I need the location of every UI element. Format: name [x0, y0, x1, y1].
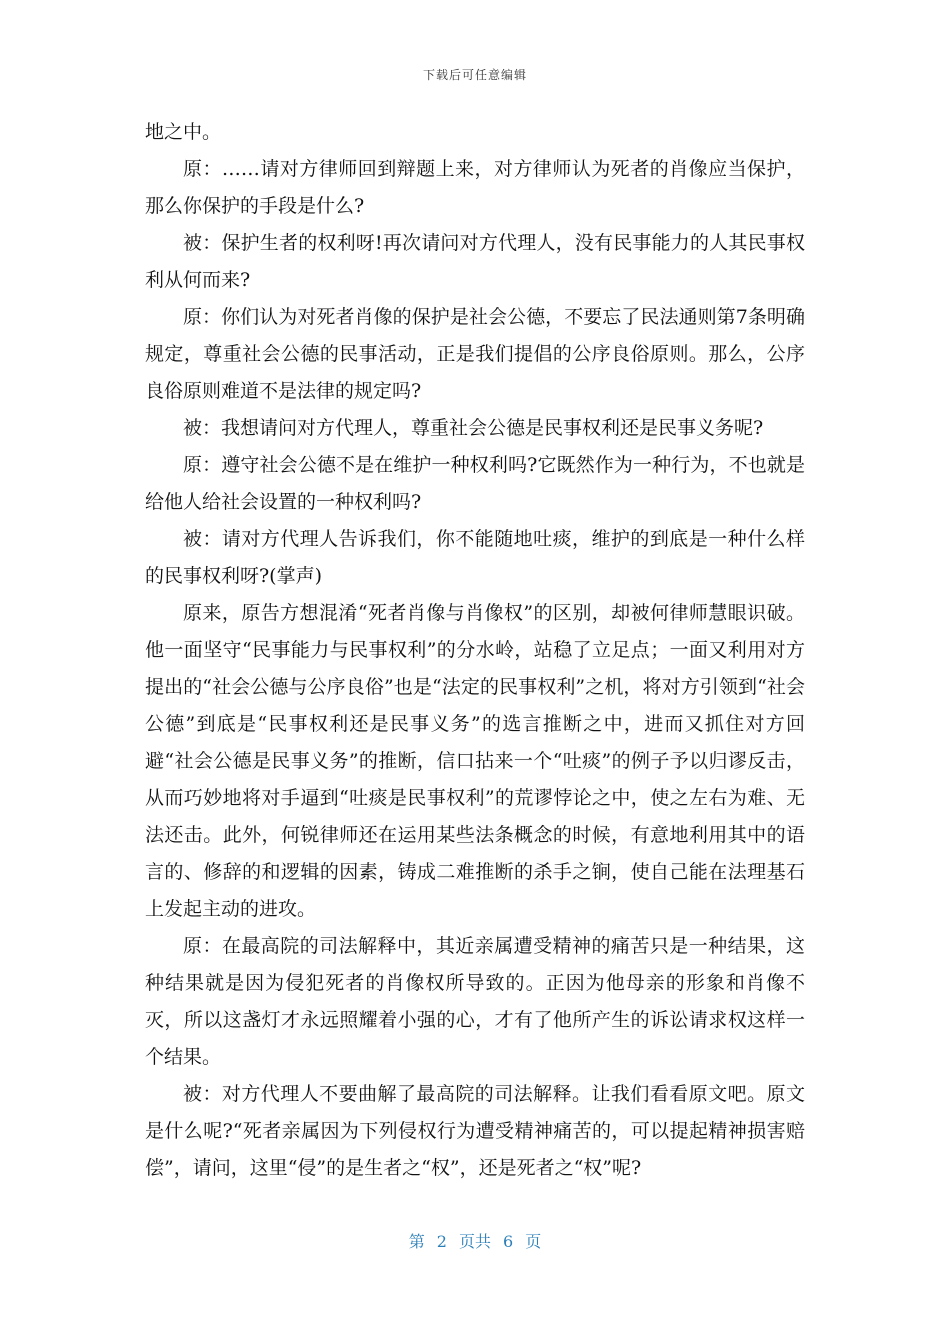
- paragraph-continuation: 地之中。: [145, 121, 222, 143]
- footer-total-pages: 6: [503, 1232, 514, 1251]
- paragraph: 原来，原告方想混淆“死者肖像与肖像权”的区别，却被何律师慧眼识破。他一面坚守“民事能力与民事权利”的分水岭，站稳了立足点；一面又利用对方提出的“社会公德与公序良俗”也是“法定的民事权利”之机，将对方引领到“社会公德”到底是“民事权利还是民事义务”的选言推断之中，进而又抓住对方回避“社会公德是民事义务”的推断，信口拈来一个“吐痰”的例子予以归谬反击，从而巧妙地将对手逼到“吐痰是民事权利”的荒谬悖论之中，使之左右为难、无法还击。此外，何锐律师还在运用某些法条概念的时候，有意地利用其中的语言的、修辞的和逻辑的因素，铸成二难推断的杀手之锏，使自己能在法理基石上发起主动的进攻。: [145, 602, 805, 920]
- paragraph: 原：你们认为对死者肖像的保护是社会公德，不要忘了民法通则第7条明确规定，尊重社会公德的民事活动，正是我们提倡的公序良俗原则。那么，公序良俗原则难道不是法律的规定吗?: [145, 306, 805, 402]
- paragraph: 原：遵守社会公德不是在维护一种权利吗?它既然作为一种行为，不也就是给他人给社会设置的一种权利吗?: [145, 454, 805, 513]
- paragraph: 被：请对方代理人告诉我们，你不能随地吐痰，维护的到底是一种什么样的民事权利呀?(掌声): [145, 528, 805, 587]
- paragraph: 被：我想请问对方代理人，尊重社会公德是民事权利还是民事义务呢?: [183, 417, 764, 439]
- paragraph: 原：……请对方律师回到辩题上来，对方律师认为死者的肖像应当保护，那么你保护的手段是什么?: [145, 158, 805, 217]
- document-body: [145, 114, 805, 1187]
- paragraph: 被：保护生者的权利呀!再次请问对方代理人，没有民事能力的人其民事权利从何而来?: [145, 232, 805, 291]
- footer-prefix: 第: [408, 1232, 425, 1251]
- paragraph: 原：在最高院的司法解释中，其近亲属遭受精神的痛苦只是一种结果，这种结果就是因为侵犯死者的肖像权所导致的。正因为他母亲的形象和肖像不灭，所以这盏灯才永远照耀着小强的心，才有了他所产生的诉讼请求权这样一个结果。: [145, 935, 805, 1068]
- footer-page-number: 2: [436, 1232, 447, 1251]
- footer-suffix: 页: [525, 1232, 542, 1251]
- page-footer: [0, 1229, 950, 1252]
- footer-middle: 页共: [458, 1232, 491, 1251]
- paragraph: 被：对方代理人不要曲解了最高院的司法解释。让我们看看原文吧。原文是什么呢?“死者亲属因为下列侵权行为遭受精神痛苦的，可以提起精神损害赔偿”，请问，这里“侵”的是生者之“权”，还是死者之“权”呢?: [145, 1083, 805, 1179]
- page-header: 下载后可任意编辑: [422, 68, 527, 82]
